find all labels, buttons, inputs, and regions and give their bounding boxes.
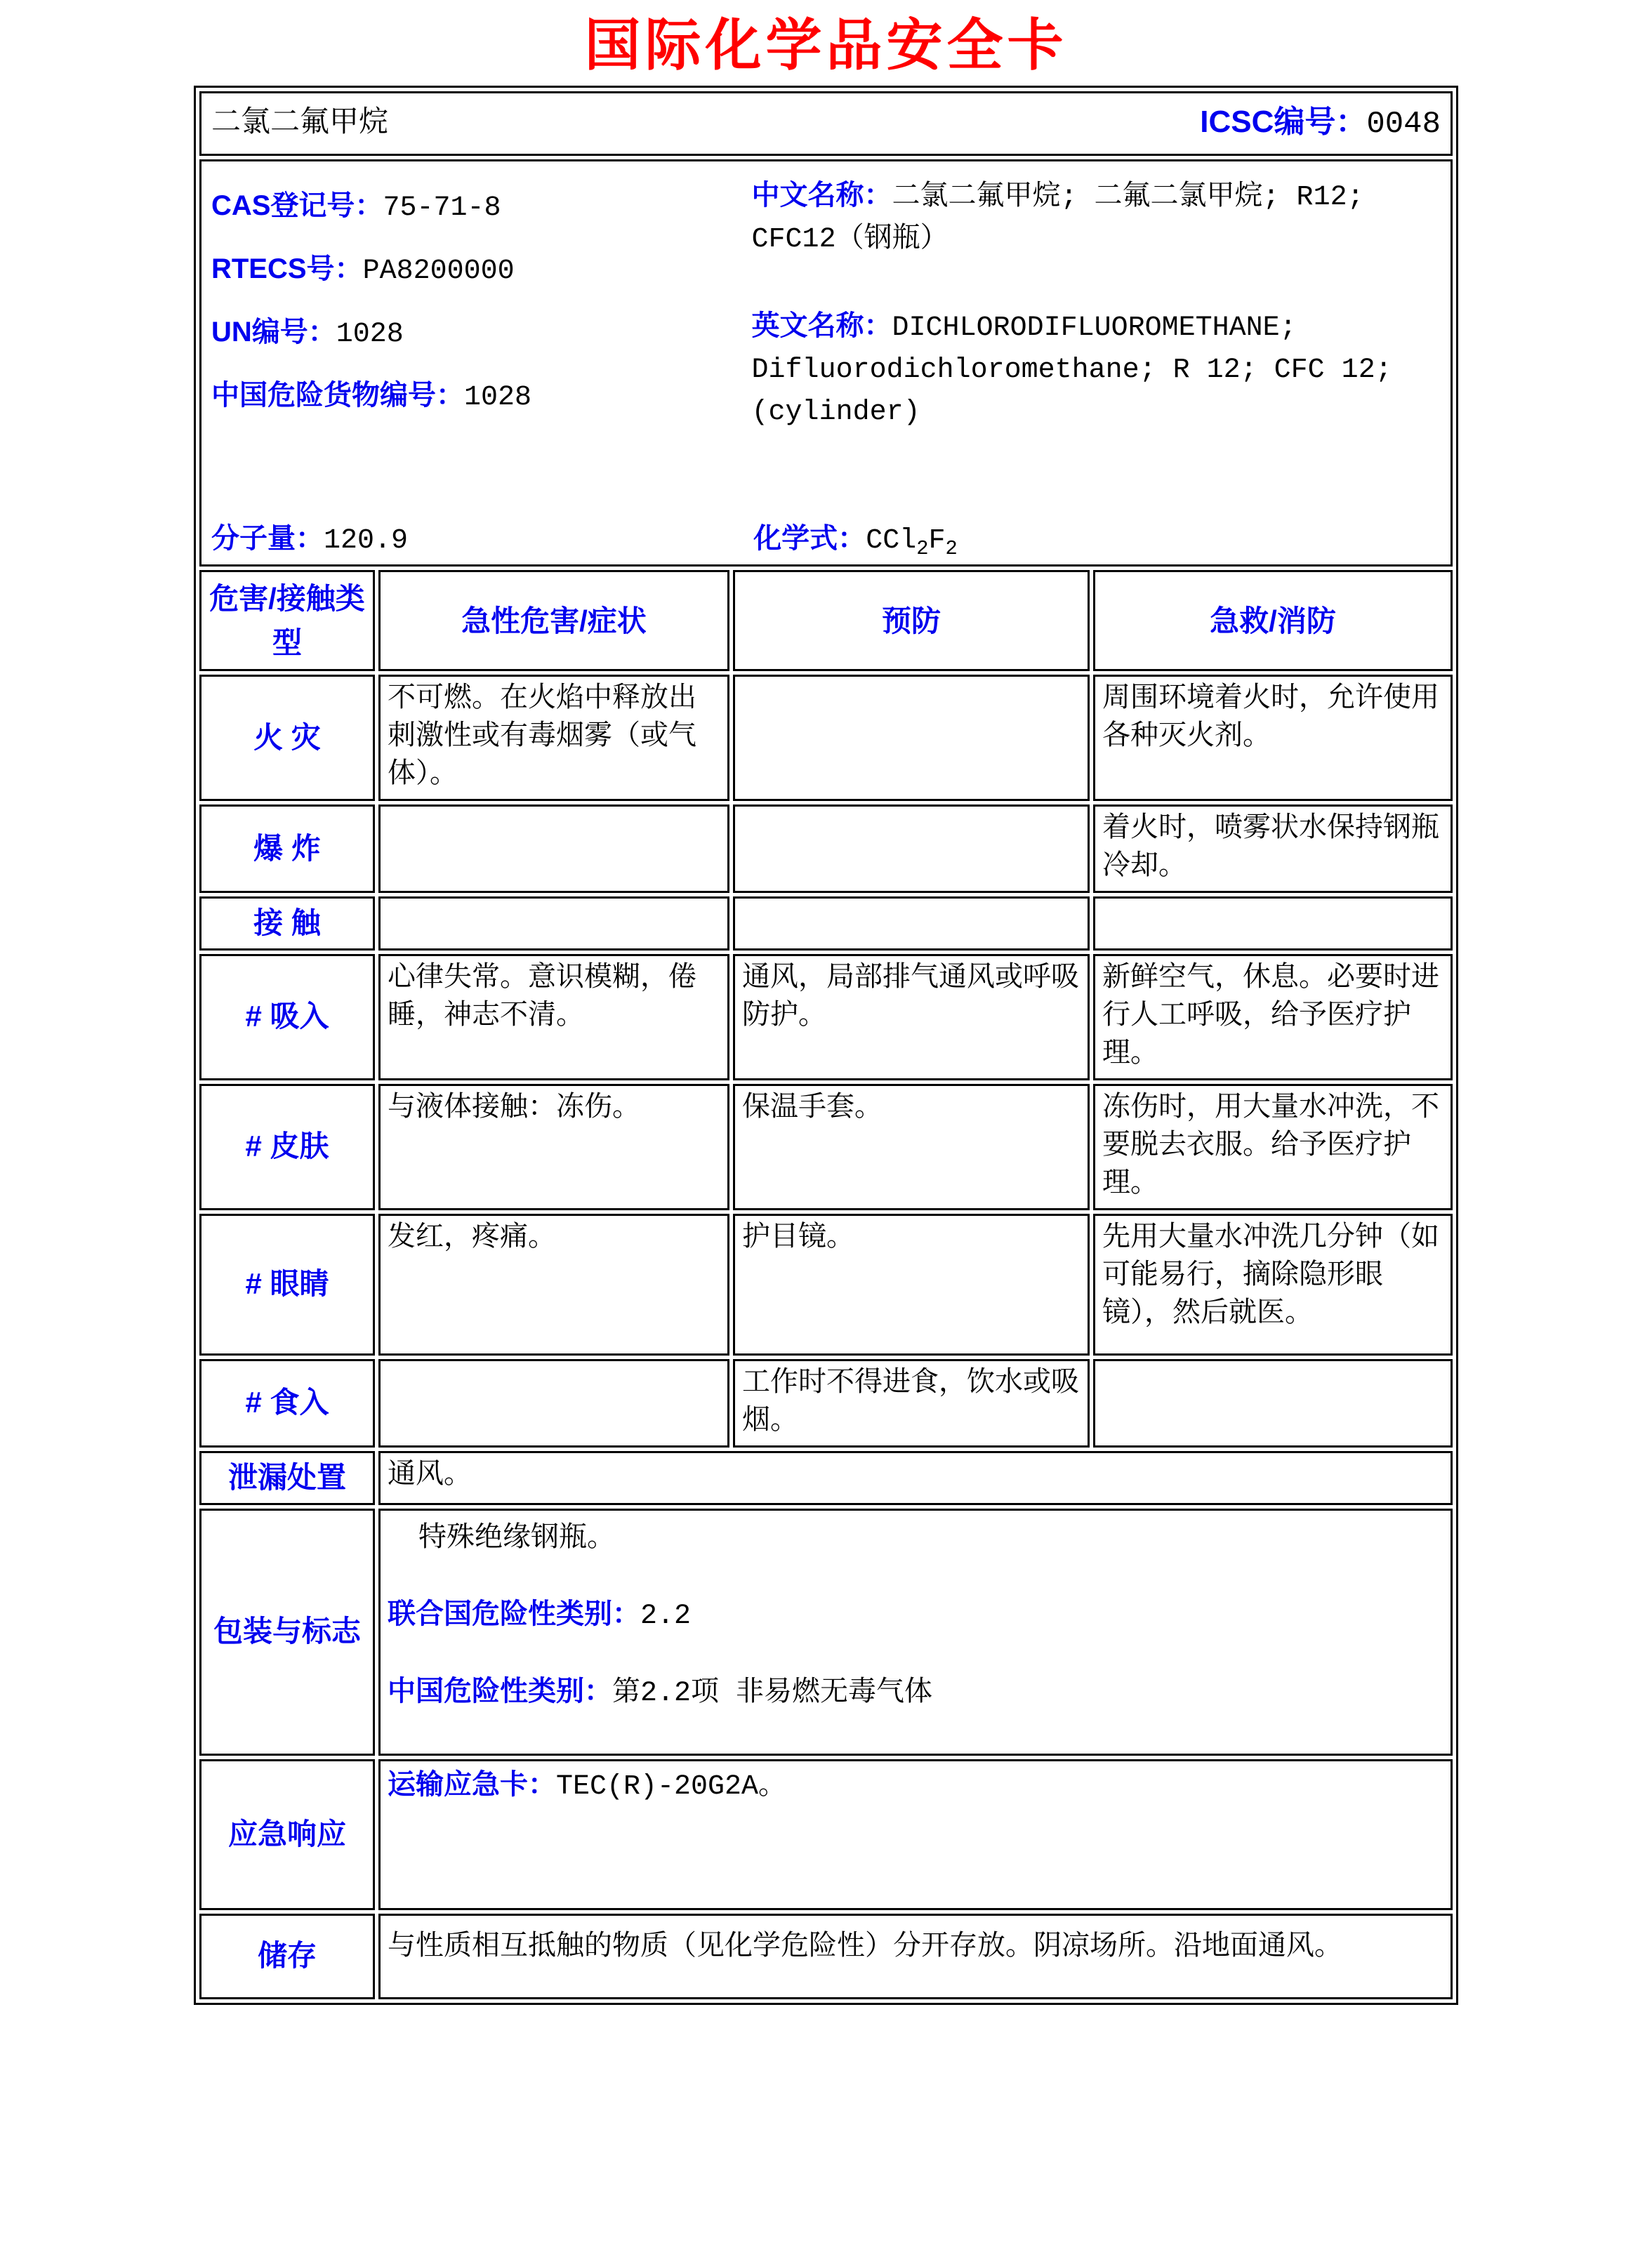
english-name-label: 英文名称：: [751, 310, 892, 341]
rtecs-number-value: PA8200000: [362, 256, 515, 287]
cn-dangerous-goods-number-value: 1028: [463, 382, 531, 413]
icsc-card-table: [194, 86, 1458, 2005]
inhalation-symptoms-cell: 心律失常。意识模糊，倦睡，神志不清。: [378, 954, 729, 1080]
rtecs-number-line: [211, 239, 752, 302]
identification-row: [199, 159, 1453, 567]
transport-card-value: TEC(R)-20G2A。: [555, 1770, 787, 1803]
hazard-type-inhalation: # 吸入: [199, 954, 375, 1080]
skin-firstaid-cell: 冻伤时，用大量水冲洗，不要脱去衣服。给予医疗护理。: [1093, 1084, 1453, 1210]
hazard-row-skin: [199, 1084, 1453, 1210]
transport-card-label: 运输应急卡：: [387, 1768, 556, 1800]
cas-number-line: [211, 176, 752, 239]
hazard-type-ingestion: # 食入: [199, 1359, 375, 1448]
hazard-header-symptoms: 急性危害/症状: [378, 570, 729, 671]
icsc-page: [0, 15, 1652, 2245]
storage-label: 储存: [199, 1914, 375, 1999]
icsc-number-group: [1200, 101, 1441, 145]
spillage-row: [199, 1451, 1453, 1505]
inhalation-prevention-cell: 通风，局部排气通风或呼吸防护。: [733, 954, 1090, 1080]
emergency-label: 应急响应: [199, 1759, 375, 1910]
explosion-firstaid-cell: 着火时，喷雾状水保持钢瓶冷却。: [1093, 804, 1453, 893]
emergency-row: [199, 1759, 1453, 1910]
chemical-formula-label: 化学式：: [753, 523, 866, 554]
hazard-header-row: [199, 570, 1453, 671]
ingestion-firstaid-cell: [1093, 1359, 1453, 1448]
molecular-weight-line: [211, 519, 753, 560]
cn-dangerous-goods-number-label: 中国危险货物编号：: [211, 380, 464, 411]
storage-content: 与性质相互抵触的物质（见化学危险性）分开存放。阴凉场所。沿地面通风。: [378, 1914, 1453, 1999]
icsc-number-value: 0048: [1366, 107, 1441, 143]
un-hazard-class-label: 联合国危险性类别：: [387, 1598, 640, 1629]
registry-numbers: [211, 176, 752, 479]
ingestion-symptoms-cell: [378, 1359, 729, 1448]
molecular-weight-value: 120.9: [323, 525, 409, 557]
hazard-header-type: 危害/接触类型: [199, 570, 375, 671]
explosion-symptoms-cell: [378, 804, 729, 893]
hazard-row-ingestion: [199, 1359, 1453, 1448]
skin-prevention-cell: 保温手套。: [733, 1084, 1090, 1210]
hazard-row-fire: [199, 675, 1453, 801]
chinese-name-label: 中文名称：: [751, 180, 892, 211]
icsc-number-label: ICSC编号：: [1200, 105, 1367, 140]
chinese-name-line: [752, 176, 1439, 260]
spillage-content: 通风。: [378, 1451, 1453, 1505]
fire-prevention-cell: [733, 675, 1090, 801]
name-bar-cell: [199, 91, 1453, 156]
chemical-formula-value: $CCl_2F_2$: [866, 525, 958, 560]
contact-prevention-cell: [733, 896, 1090, 951]
fire-symptoms-cell: 不可燃。在火焰中释放出刺激性或有毒烟雾（或气体）。: [378, 675, 729, 801]
name-bar-row: [199, 91, 1453, 156]
skin-symptoms-cell: 与液体接触：冻伤。: [378, 1084, 729, 1210]
fire-firstaid-cell: 周围环境着火时，允许使用各种灭火剂。: [1093, 675, 1453, 801]
packaging-note: 特殊绝缘钢瓶。: [418, 1523, 615, 1555]
packaging-label: 包装与标志: [199, 1509, 375, 1756]
contact-firstaid-cell: [1093, 896, 1453, 951]
contact-symptoms-cell: [378, 896, 729, 951]
chinese-name-value: 二氯二氟甲烷; 二氟二氯甲烷; R12; CFC12（钢瓶）: [751, 182, 1364, 256]
packaging-row: [199, 1509, 1453, 1756]
hazard-type-skin: # 皮肤: [199, 1084, 375, 1210]
storage-row: [199, 1914, 1453, 1999]
eyes-firstaid-cell: 先用大量水冲洗几分钟（如可能易行，摘除隐形眼镜），然后就医。: [1093, 1214, 1453, 1356]
hazard-type-fire: 火 灾: [199, 675, 375, 801]
hazard-header-prevention: 预防: [733, 570, 1090, 671]
hazard-row-inhalation: [199, 954, 1453, 1080]
eyes-prevention-cell: 护目镜。: [733, 1214, 1090, 1356]
cn-hazard-class-value: 第2.2项 非易燃无毒气体: [612, 1677, 932, 1709]
emergency-content: [378, 1759, 1453, 1910]
ingestion-prevention-cell: 工作时不得进食，饮水或吸烟。: [733, 1359, 1090, 1448]
chemical-names: [752, 176, 1443, 479]
hazard-row-eyes: [199, 1214, 1453, 1356]
hazard-row-explosion: [199, 804, 1453, 893]
packaging-content: [378, 1509, 1453, 1756]
hazard-type-explosion: 爆 炸: [199, 804, 375, 893]
hazard-header-firstaid: 急救/消防: [1093, 570, 1453, 671]
un-number-value: 1028: [336, 319, 404, 350]
cn-dangerous-goods-number-line: [211, 365, 752, 428]
un-number-label: UN编号：: [211, 317, 336, 347]
identification-cell: [199, 159, 1453, 567]
eyes-symptoms-cell: 发红，疼痛。: [378, 1214, 729, 1356]
hazard-type-contact: 接 触: [199, 896, 375, 951]
cn-hazard-class-label: 中国危险性类别：: [387, 1675, 612, 1707]
page-title: 国际化学品安全卡: [584, 15, 1068, 77]
chemical-name: 二氯二氟甲烷: [211, 106, 388, 140]
un-hazard-class-line: [388, 1595, 1443, 1636]
cas-number-value: 75-71-8: [383, 192, 501, 224]
chemical-formula-line: [753, 519, 1443, 560]
english-name-line: [752, 306, 1439, 432]
hazard-row-contact: [199, 896, 1453, 951]
hazard-type-eyes: # 眼睛: [199, 1214, 375, 1356]
explosion-prevention-cell: [733, 804, 1090, 893]
un-hazard-class-value: 2.2: [640, 1600, 691, 1632]
english-name-value: DICHLORODIFLUOROMETHANE; Difluorodichloromethane; R 12; CFC 12; (cylinder): [751, 312, 1392, 428]
spillage-label: 泄漏处置: [199, 1451, 375, 1505]
inhalation-firstaid-cell: 新鲜空气，休息。必要时进行人工呼吸，给予医疗护理。: [1093, 954, 1453, 1080]
un-number-line: [211, 302, 752, 365]
cn-hazard-class-line: [388, 1672, 1443, 1713]
cas-number-label: CAS登记号：: [211, 190, 383, 221]
molecular-weight-label: 分子量：: [211, 523, 324, 554]
rtecs-number-label: RTECS号：: [211, 253, 363, 284]
